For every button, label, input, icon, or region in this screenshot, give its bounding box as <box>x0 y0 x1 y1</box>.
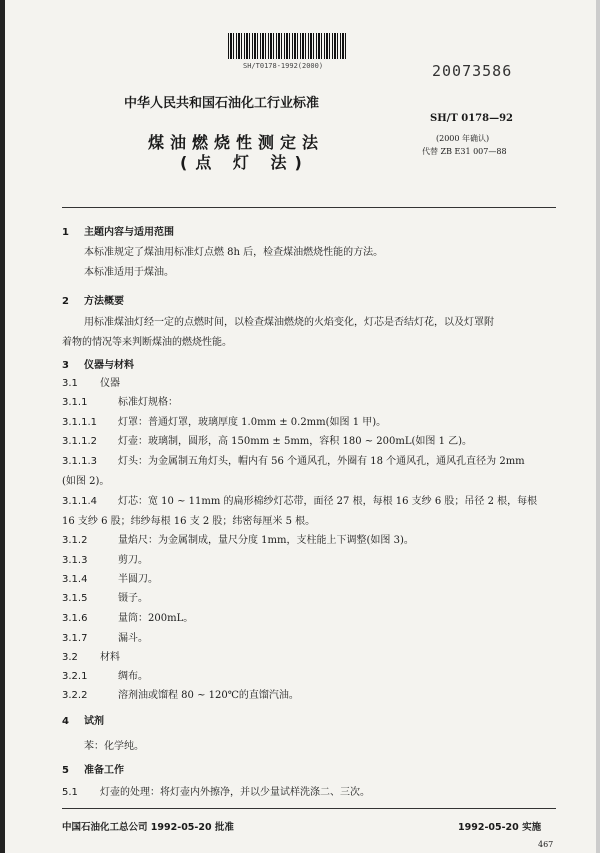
scan-edge <box>0 0 5 853</box>
serial-number: 20073586 <box>432 62 513 80</box>
header-divider <box>62 207 556 208</box>
barcode <box>228 33 348 59</box>
line-text: 标准灯规格： <box>118 397 178 408</box>
section-number: 3.1.1.1 <box>62 417 97 428</box>
paragraph-line <box>62 393 178 408</box>
footer-effective: 1992-05-20 实施 <box>458 822 542 833</box>
section-number: 2 <box>62 296 69 307</box>
paragraph-line <box>62 413 386 428</box>
section-heading <box>62 761 124 776</box>
section-number: 3 <box>62 360 69 371</box>
section-number: 3.2 <box>62 652 78 663</box>
section-number: 3.1.5 <box>62 593 88 604</box>
section-number: 1 <box>62 227 69 238</box>
paragraph-line <box>62 374 120 389</box>
line-text: 16 支纱 6 股；纬纱每根 16 支 2 股；纬密每厘米 5 根。 <box>62 516 316 527</box>
scan-edge-right <box>596 0 600 853</box>
section-number: 3.2.2 <box>62 690 88 701</box>
line-text: 镊子。 <box>118 593 148 604</box>
paragraph-line <box>62 609 193 624</box>
line-text: 灯头：为金属制五角灯头，帽内有 56 个通风孔，外圈有 18 个通风孔，通风孔直径为 2mm <box>118 456 525 467</box>
paragraph-line <box>62 686 299 701</box>
document-subtitle: (点 灯 法) <box>180 153 310 172</box>
line-text: 量筒：200mL。 <box>118 613 194 624</box>
paragraph-line <box>62 783 370 798</box>
paragraph-line <box>84 263 174 278</box>
paragraph-line <box>62 472 109 487</box>
line-text: 剪刀。 <box>118 555 148 566</box>
section-heading <box>62 292 124 307</box>
section-number: 5 <box>62 765 69 776</box>
confirmation-note: (2000 年确认) <box>436 134 490 143</box>
paragraph-line <box>62 432 472 447</box>
section-heading <box>62 223 174 238</box>
footer-approved: 中国石油化工总公司 1992-05-20 批准 <box>62 822 234 833</box>
line-text: 试剂 <box>84 716 104 727</box>
section-number: 3.1.4 <box>62 574 88 585</box>
section-number: 3.1.1.2 <box>62 436 97 447</box>
section-number: 3.1.3 <box>62 555 88 566</box>
paragraph-line <box>84 737 144 752</box>
standard-code: SH/T 0178—92 <box>430 113 513 124</box>
section-number: 3.1.7 <box>62 633 88 644</box>
line-text: 灯壶的处理：将灯壶内外擦净，并以少量试样洗涤二、三次。 <box>100 787 370 798</box>
line-text: 主题内容与适用范围 <box>84 227 174 238</box>
organization-heading: 中华人民共和国石油化工行业标准 <box>124 96 320 111</box>
line-text: 着物的情况等来判断煤油的燃烧性能。 <box>62 337 232 348</box>
section-heading <box>62 356 134 371</box>
section-number: 4 <box>62 716 69 727</box>
line-text: 本标准规定了煤油用标准灯点燃 8h 后，检查煤油燃烧性能的方法。 <box>84 247 384 258</box>
line-text: 灯罩：普通灯罩，玻璃厚度 1.0mm ± 0.2mm(如图 1 甲)。 <box>118 417 387 428</box>
line-text: 苯：化学纯。 <box>84 741 144 752</box>
line-text: 灯芯：宽 10 ~ 11mm 的扁形棉纱灯芯带，面径 27 根，每根 16 支纱 6 股；吊径 2 根，每根 <box>118 496 538 507</box>
section-number: 3.1.6 <box>62 613 88 624</box>
section-number: 3.1.1 <box>62 397 88 408</box>
line-text: 本标准适用于煤油。 <box>84 267 174 278</box>
line-text: 用标准煤油灯经一定的点燃时间，以检查煤油燃烧的火焰变化，灯芯是否结灯花，以及灯罩附 <box>84 317 494 328</box>
section-number: 3.2.1 <box>62 671 88 682</box>
line-text: 准备工作 <box>84 765 124 776</box>
footer-divider <box>62 808 556 809</box>
line-text: 量焰尺：为金属制成，量尺分度 1mm，支柱能上下调整(如图 3)。 <box>118 535 414 546</box>
paragraph-line <box>62 648 120 663</box>
paragraph-line <box>62 551 148 566</box>
paragraph-line <box>62 492 537 507</box>
line-text: 溶剂油或馏程 80 ~ 120℃的直馏汽油。 <box>118 690 299 701</box>
line-text: 漏斗。 <box>118 633 148 644</box>
section-number: 3.1.1.4 <box>62 496 97 507</box>
line-text: 仪器与材料 <box>84 360 134 371</box>
paragraph-line <box>62 512 315 527</box>
section-heading <box>62 712 104 727</box>
barcode-text: SH/T0178-1992(2000) <box>243 62 324 70</box>
section-number: 3.1 <box>62 378 78 389</box>
line-text: (如图 2)。 <box>62 476 110 487</box>
page-number: 467 <box>538 840 554 849</box>
line-text: 灯壶：玻璃制，圆形，高 150mm ± 5mm，容积 180 ~ 200mL(如图 1 乙)。 <box>118 436 473 447</box>
paragraph-line <box>62 452 525 467</box>
section-number: 3.1.1.3 <box>62 456 97 467</box>
line-text: 仪器 <box>100 378 120 389</box>
section-number: 5.1 <box>62 787 78 798</box>
paragraph-line <box>62 570 158 585</box>
paragraph-line <box>62 629 148 644</box>
paragraph-line <box>84 313 494 328</box>
replaces-note: 代替 ZB E31 007—88 <box>422 147 507 156</box>
paragraph-line <box>84 243 383 258</box>
line-text: 绸布。 <box>118 671 148 682</box>
paragraph-line <box>62 531 414 546</box>
line-text: 方法概要 <box>84 296 124 307</box>
section-number: 3.1.2 <box>62 535 88 546</box>
line-text: 半圆刀。 <box>118 574 158 585</box>
paragraph-line <box>62 589 148 604</box>
paragraph-line <box>62 333 232 348</box>
document-title: 煤油燃烧性测定法 <box>148 133 325 152</box>
line-text: 材料 <box>100 652 120 663</box>
paragraph-line <box>62 667 148 682</box>
